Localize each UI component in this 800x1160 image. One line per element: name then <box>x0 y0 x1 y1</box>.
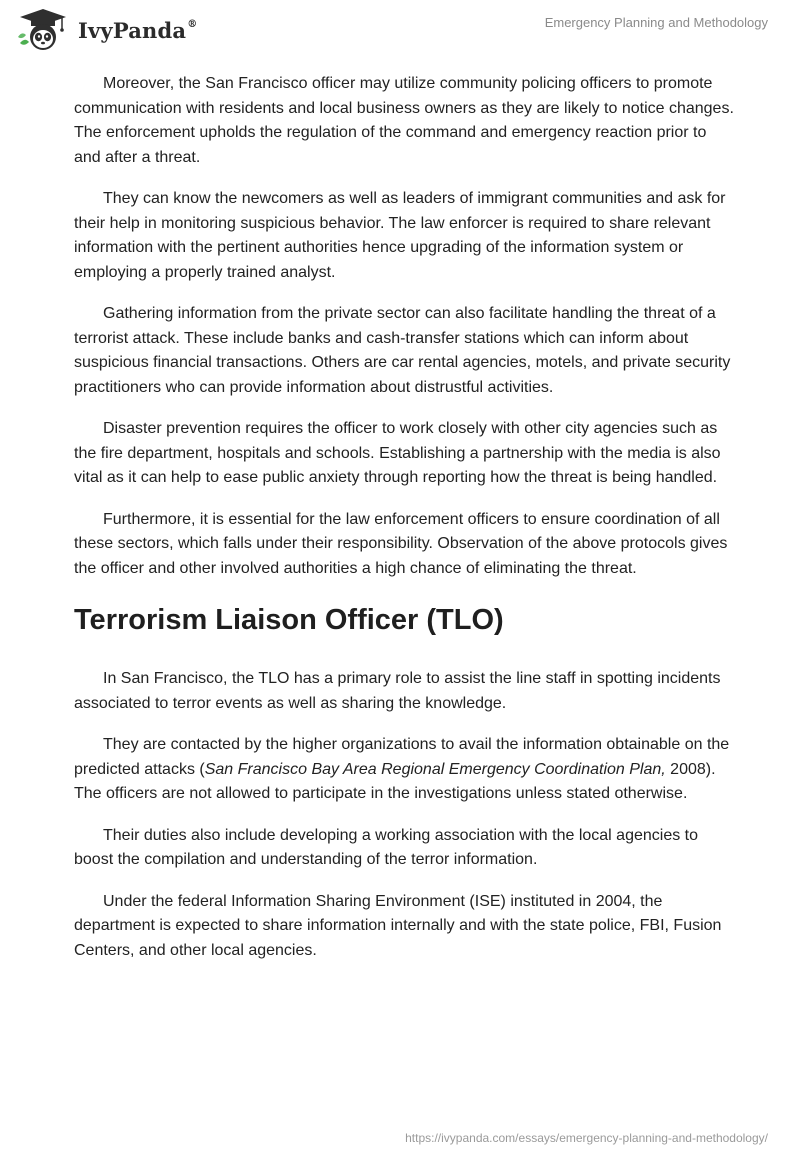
paragraph: Furthermore, it is essential for the law enforcement officers to ensure coordination of all these sectors, which falls under their responsibility. Observation of the above protocols gives the officer and other involved authorities a high chance of eliminating the threat. <box>74 510 728 577</box>
paragraph: Gathering information from the private sector can also facilitate handling the threat of a terrorist attack. These include banks and cash-transfer stations which can inform about suspicious financial transactions. Others are car rental agencies, motels, and private security practitioners who can provide information about distrustful activities. <box>74 305 731 396</box>
section-heading: Terrorism Liaison Officer (TLO) <box>74 604 504 636</box>
paragraph: Under the federal Information Sharing Environment (ISE) instituted in 2004, the department is expected to share information internally and with the state police, FBI, Fusion Centers, and other local agencies. <box>74 892 722 959</box>
paragraph-text: They are contacted by the higher organizations to avail the information obtainable on the predicted attacks ( <box>74 736 730 778</box>
paragraph: Moreover, the San Francisco officer may utilize community policing officers to promote communication with residents and local business owners as they are likely to notice changes. The enforcement upholds the regulation of the command and emergency reaction prior to and after a threat. <box>74 75 734 166</box>
registered-mark: ® <box>187 18 198 30</box>
paragraph-with-citation <box>74 733 734 807</box>
paragraph: They can know the newcomers as well as leaders of immigrant communities and ask for their help in monitoring suspicious behavior. The law enforcer is required to share relevant information with the pertinent authorities hence upgrading of the information system or employing a properly trained analyst. <box>74 190 726 281</box>
essay-content <box>74 72 734 980</box>
paragraph: Their duties also include developing a working association with the local agencies to boost the compilation and understanding of the terror information. <box>74 826 699 868</box>
document-title: Emergency Planning and Methodology <box>544 15 768 30</box>
paragraph: Disaster prevention requires the officer to work closely with other city agencies such as the fire department, hospitals and schools. Establishing a partnership with the media is also vital as it can help to ease public anxiety through reporting how the threat is being handled. <box>74 420 721 486</box>
ivypanda-logo[interactable] <box>14 7 197 53</box>
source-url[interactable]: https://ivypanda.com/essays/emergency-planning-and-methodology/ <box>405 1131 768 1145</box>
paragraph-text: 2008). The officers are not allowed to participate in the investigations unless stated otherwise. <box>74 760 716 802</box>
paragraph: In San Francisco, the TLO has a primary role to assist the line staff in spotting incidents associated to terror events as well as sharing the knowledge. <box>74 670 721 712</box>
page-header <box>0 0 800 60</box>
citation-title: San Francisco Bay Area Regional Emergency Coordination Plan, <box>204 760 666 778</box>
panda-graduate-icon <box>14 7 72 53</box>
brand-name: IvyPanda ® <box>78 17 198 43</box>
